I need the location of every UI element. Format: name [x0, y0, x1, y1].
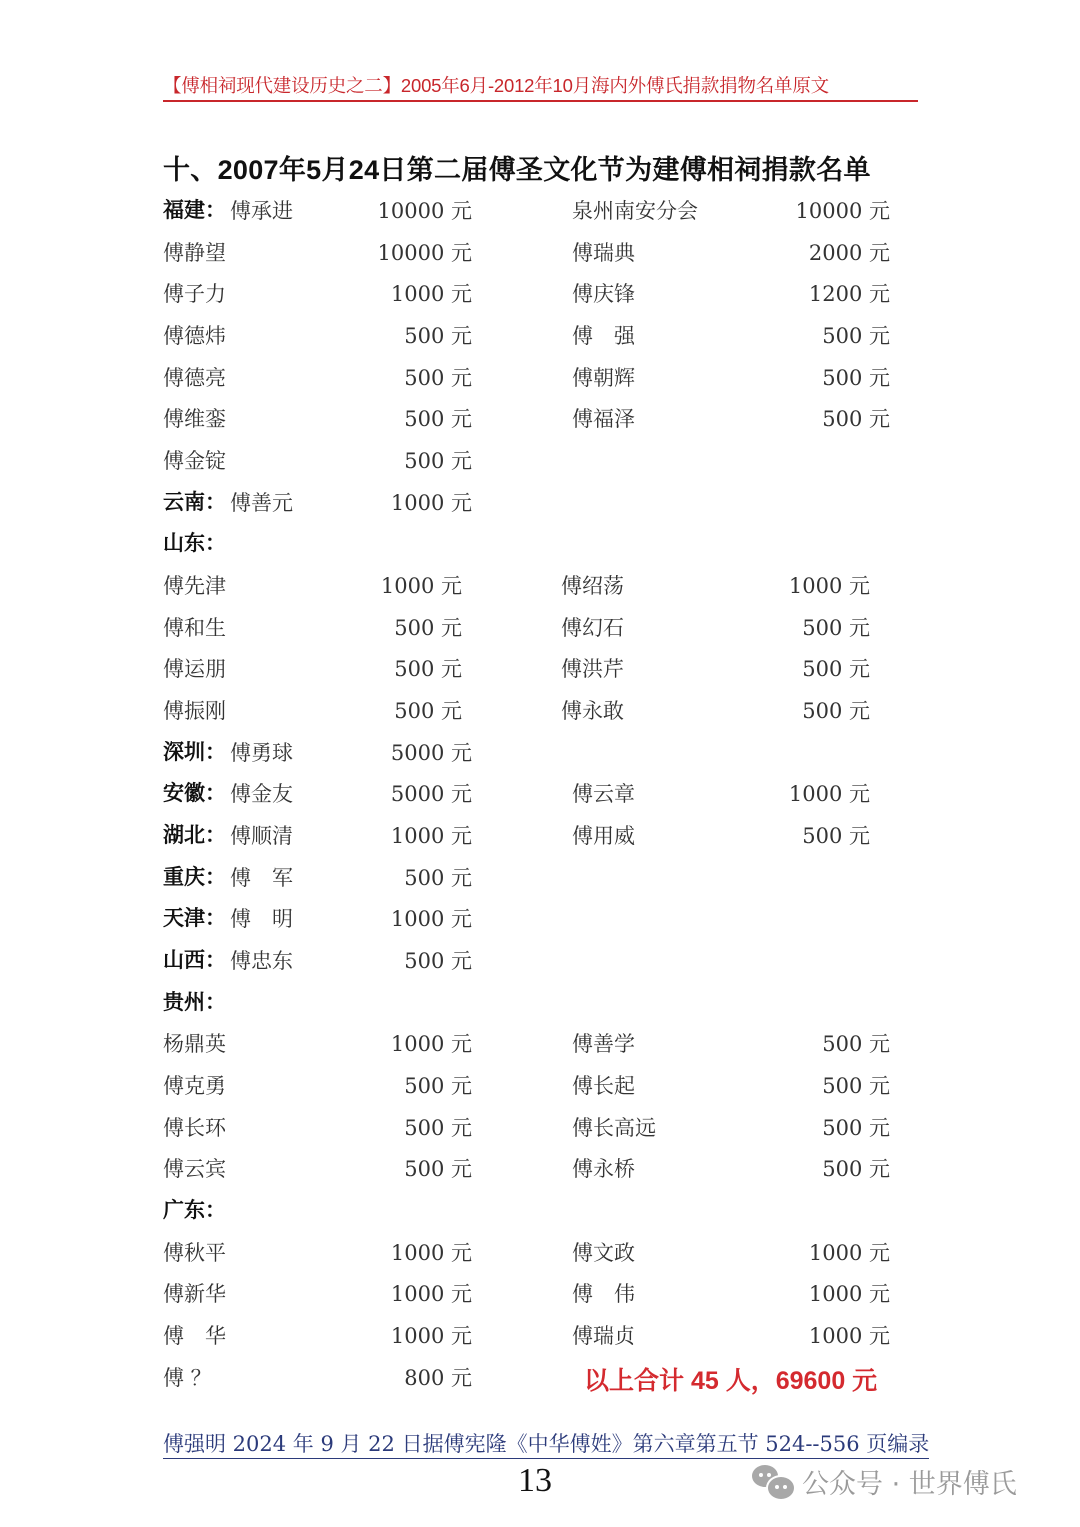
donor-name: 傅 伟 — [572, 1282, 635, 1306]
province-label: 贵州： — [163, 991, 226, 1014]
province-label: 广东： — [163, 1199, 226, 1222]
donor-name: 傅善元 — [230, 491, 293, 515]
province-label: 湖北： — [163, 824, 226, 847]
donor-name: 傅德炜 — [163, 324, 226, 348]
donor-name: 傅 华 — [163, 1324, 226, 1348]
donation-amount: 500 元 — [802, 699, 870, 723]
donation-amount: 500 元 — [394, 657, 462, 681]
donation-amount: 500 元 — [822, 1074, 890, 1098]
donor-name: 傅德亮 — [163, 366, 226, 390]
donor-row — [0, 946, 1080, 976]
page-number: 13 — [518, 1462, 552, 1499]
donor-name: 傅金锭 — [163, 449, 226, 473]
donor-name: 傅用威 — [572, 824, 635, 848]
donation-amount: 500 元 — [822, 407, 890, 431]
donor-name: 泉州南安分会 — [572, 199, 698, 223]
donor-row — [0, 1071, 1080, 1101]
donation-amount: 500 元 — [822, 1032, 890, 1056]
donation-amount: 1000 元 — [808, 1241, 890, 1265]
donor-row — [0, 696, 1080, 726]
donation-amount: 500 元 — [404, 866, 472, 890]
donor-name: 傅长高远 — [572, 1116, 656, 1140]
donation-amount: 500 元 — [404, 949, 472, 973]
donor-row — [0, 613, 1080, 643]
donation-amount: 500 元 — [404, 366, 472, 390]
donor-name: 傅先津 — [163, 574, 226, 598]
donor-row — [0, 1154, 1080, 1184]
donation-amount: 800 元 — [404, 1366, 472, 1390]
donation-amount: 500 元 — [822, 324, 890, 348]
donation-amount: 1000 元 — [380, 574, 462, 598]
total-summary: 以上合计 45 人，69600 元 — [584, 1367, 878, 1395]
donor-name: 傅 ？ — [163, 1366, 212, 1390]
donor-name: 傅 明 — [230, 907, 293, 931]
donor-row — [0, 529, 1080, 559]
donor-name: 傅勇球 — [230, 741, 293, 765]
donation-amount: 1000 元 — [390, 1032, 472, 1056]
donor-name: 傅 军 — [230, 866, 293, 890]
donation-amount: 10000 元 — [377, 199, 472, 223]
donor-row — [0, 1196, 1080, 1226]
donation-amount: 500 元 — [802, 657, 870, 681]
page-header: 【傅相祠现代建设历史之二】2005年6月-2012年10月海内外傅氏捐款捐物名单原文 — [163, 72, 918, 102]
donation-amount: 2000 元 — [808, 241, 890, 265]
donor-row — [0, 363, 1080, 393]
donor-row — [0, 279, 1080, 309]
donation-amount: 500 元 — [404, 407, 472, 431]
donation-amount: 1000 元 — [390, 824, 472, 848]
wechat-icon — [752, 1465, 794, 1499]
donor-row — [0, 1363, 1080, 1393]
donor-name: 傅长起 — [572, 1074, 635, 1098]
donation-amount: 1000 元 — [788, 574, 870, 598]
donor-row — [0, 904, 1080, 934]
donation-amount: 500 元 — [404, 1074, 472, 1098]
donor-row — [0, 821, 1080, 851]
donation-amount: 1000 元 — [788, 782, 870, 806]
donor-row — [0, 654, 1080, 684]
donation-amount: 1200 元 — [808, 282, 890, 306]
donor-name: 傅维銮 — [163, 407, 226, 431]
footer-source-note: 傅强明 2024 年 9 月 22 日据傅宪隆《中华傅姓》第六章第五节 524--556 页编录 — [163, 1430, 929, 1459]
donor-row — [0, 571, 1080, 601]
donor-name: 傅忠东 — [230, 949, 293, 973]
donor-name: 傅绍荡 — [561, 574, 624, 598]
donor-row — [0, 988, 1080, 1018]
donor-row — [0, 1321, 1080, 1351]
donation-amount: 500 元 — [404, 1116, 472, 1140]
donor-name: 杨鼎英 — [163, 1032, 226, 1056]
donor-name: 傅运朋 — [163, 657, 226, 681]
donation-amount: 5000 元 — [390, 741, 472, 765]
donor-name: 傅永桥 — [572, 1157, 635, 1181]
donor-name: 傅善学 — [572, 1032, 635, 1056]
donation-amount: 500 元 — [404, 449, 472, 473]
donor-name: 傅云宾 — [163, 1157, 226, 1181]
donor-name: 傅云章 — [572, 782, 635, 806]
donor-name: 傅 强 — [572, 324, 635, 348]
province-label: 天津： — [163, 907, 226, 930]
donor-name: 傅克勇 — [163, 1074, 226, 1098]
donation-amount: 500 元 — [822, 366, 890, 390]
province-label: 重庆： — [163, 866, 226, 889]
donation-amount: 1000 元 — [808, 1324, 890, 1348]
donation-amount: 1000 元 — [390, 1324, 472, 1348]
donor-name: 傅瑞贞 — [572, 1324, 635, 1348]
donation-amount: 1000 元 — [390, 1282, 472, 1306]
province-label: 云南： — [163, 491, 226, 514]
donor-row — [0, 238, 1080, 268]
donation-amount: 1000 元 — [390, 907, 472, 931]
province-label: 福建： — [163, 199, 226, 222]
watermark-label: 公众号 · 世界傅氏 — [802, 1469, 1017, 1500]
province-label: 山东： — [163, 532, 226, 555]
donation-amount: 500 元 — [404, 1157, 472, 1181]
donor-row — [0, 446, 1080, 476]
donor-name: 傅庆锋 — [572, 282, 635, 306]
donation-amount: 500 元 — [394, 616, 462, 640]
donor-row — [0, 863, 1080, 893]
donation-amount: 1000 元 — [390, 282, 472, 306]
donor-row — [0, 1113, 1080, 1143]
donor-row — [0, 1279, 1080, 1309]
donation-amount: 500 元 — [822, 1157, 890, 1181]
donor-name: 傅子力 — [163, 282, 226, 306]
donor-name: 傅瑞典 — [572, 241, 635, 265]
donor-name: 傅洪芹 — [561, 657, 624, 681]
province-label: 深圳： — [163, 741, 226, 764]
donor-name: 傅金友 — [230, 782, 293, 806]
donation-amount: 500 元 — [394, 699, 462, 723]
donor-name: 傅振刚 — [163, 699, 226, 723]
donation-amount: 10000 元 — [795, 199, 890, 223]
donor-name: 傅朝辉 — [572, 366, 635, 390]
donation-amount: 500 元 — [404, 324, 472, 348]
donation-amount: 1000 元 — [390, 491, 472, 515]
donor-name: 傅新华 — [163, 1282, 226, 1306]
donation-amount: 500 元 — [802, 824, 870, 848]
donation-amount: 10000 元 — [377, 241, 472, 265]
donor-name: 傅福泽 — [572, 407, 635, 431]
donor-name: 傅文政 — [572, 1241, 635, 1265]
donor-row — [0, 779, 1080, 809]
donor-row — [0, 738, 1080, 768]
donor-row — [0, 1238, 1080, 1268]
donation-amount: 1000 元 — [808, 1282, 890, 1306]
province-label: 安徽： — [163, 782, 226, 805]
donor-name: 傅承进 — [230, 199, 293, 223]
donor-name: 傅和生 — [163, 616, 226, 640]
donation-amount: 1000 元 — [390, 1241, 472, 1265]
donor-row — [0, 196, 1080, 226]
donor-row — [0, 488, 1080, 518]
province-label: 山西： — [163, 949, 226, 972]
donor-name: 傅静望 — [163, 241, 226, 265]
donor-row — [0, 1029, 1080, 1059]
section-title: 十、2007年5月24日第二届傅圣文化节为建傅相祠捐款名单 — [163, 155, 871, 185]
donor-name: 傅顺清 — [230, 824, 293, 848]
donor-name: 傅永敢 — [561, 699, 624, 723]
donation-amount: 500 元 — [802, 616, 870, 640]
watermark — [752, 1462, 1017, 1501]
donor-name: 傅秋平 — [163, 1241, 226, 1265]
donor-row — [0, 404, 1080, 434]
donation-amount: 500 元 — [822, 1116, 890, 1140]
donor-name: 傅幻石 — [561, 616, 624, 640]
donation-amount: 5000 元 — [390, 782, 472, 806]
donor-name: 傅长环 — [163, 1116, 226, 1140]
donor-row — [0, 321, 1080, 351]
